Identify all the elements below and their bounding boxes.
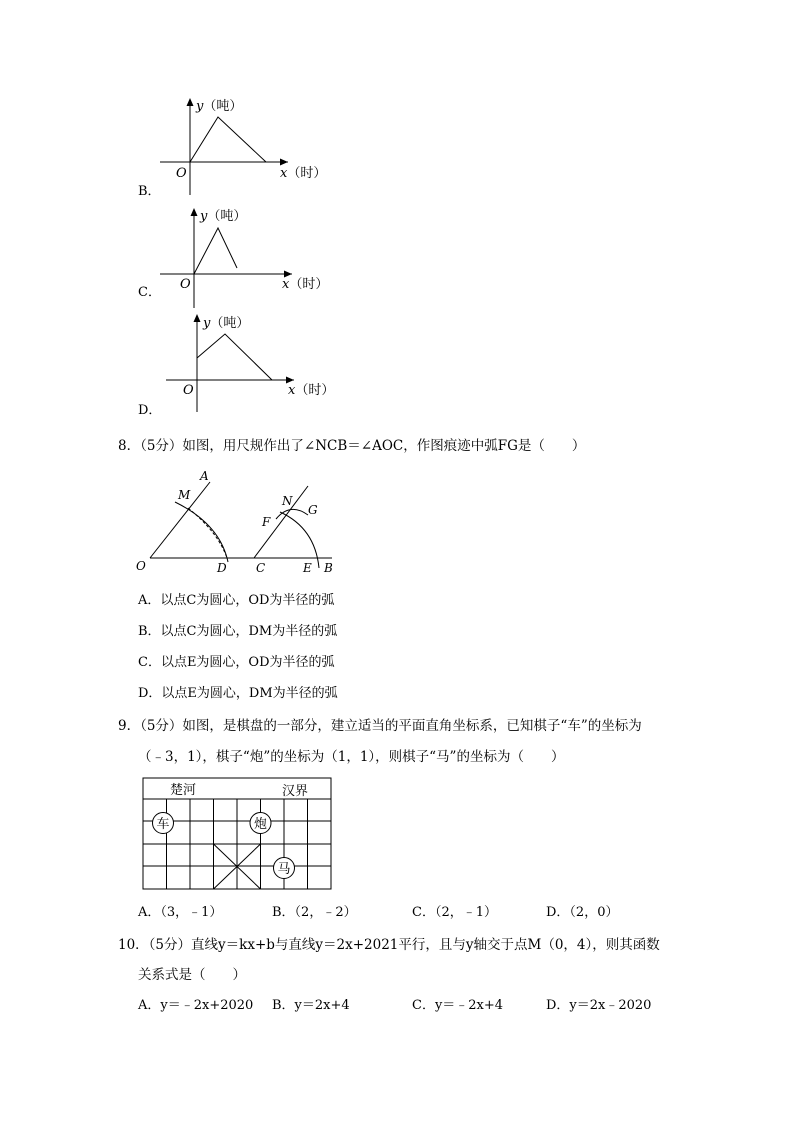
q7-graph-c bbox=[130, 200, 340, 310]
q10-stem-line1: 10．（5分）直线y＝kx+b与直线y＝2x+2021平行，且与y轴交于点M（0，4），则其函数 bbox=[118, 937, 660, 953]
svg-text:x（时）: x（时） bbox=[288, 383, 335, 398]
q7-option-c-label[interactable]: C． bbox=[138, 285, 161, 300]
q7d-origin: O bbox=[183, 383, 194, 398]
q7c-origin: O bbox=[180, 277, 191, 292]
svg-text:y（吨）: y（吨） bbox=[196, 99, 243, 114]
q8-label-g: G bbox=[308, 503, 318, 517]
q7-graph-d bbox=[130, 308, 350, 418]
q10-option-c[interactable]: C．y＝﹣2x+4 bbox=[412, 998, 504, 1013]
q8-figure bbox=[130, 462, 350, 582]
q8-option-c[interactable]: C．以点E为圆心，OD为半径的弧 bbox=[138, 655, 335, 670]
q9-option-b[interactable]: B．（2，﹣2） bbox=[272, 905, 357, 920]
q7b-origin: O bbox=[176, 166, 187, 181]
q9-stem-line1: 9．（5分）如图，是棋盘的一部分，建立适当的平面直角坐标系，已知棋子“车”的坐标为 bbox=[118, 718, 642, 734]
q8-label-m: M bbox=[178, 488, 191, 502]
q7-graph-b bbox=[130, 90, 340, 200]
q8-option-b[interactable]: B．以点C为圆心，DM为半径的弧 bbox=[138, 624, 338, 639]
q9-piece-che: 车 bbox=[156, 817, 170, 832]
q9-piece-pao: 炮 bbox=[253, 817, 268, 832]
q7b-y-axis-rest: （吨） bbox=[203, 99, 243, 114]
q8-label-e: E bbox=[303, 561, 312, 575]
q9-river-right: 汉界 bbox=[282, 784, 309, 799]
q10-option-b[interactable]: B．y＝2x+4 bbox=[272, 998, 350, 1013]
q8-option-d[interactable]: D．以点E为圆心，DM为半径的弧 bbox=[138, 686, 338, 701]
q9-piece-ma: 马 bbox=[277, 862, 291, 877]
q7-option-b-label[interactable]: B． bbox=[138, 184, 161, 199]
q9-option-a[interactable]: A．（3，﹣1） bbox=[138, 905, 223, 920]
svg-text:y（吨）: y（吨） bbox=[200, 209, 247, 224]
q8-label-d: D bbox=[217, 561, 227, 575]
q10-stem-line2: 关系式是（ ） bbox=[138, 967, 246, 983]
q8-label-c: C bbox=[256, 561, 266, 575]
q9-chessboard bbox=[140, 776, 336, 892]
q9-stem-line2: （﹣3，1），棋子“炮”的坐标为（1，1），则棋子“马”的坐标为（ ） bbox=[138, 749, 565, 765]
q8-label-b: B bbox=[324, 561, 333, 575]
q10-option-d[interactable]: D．y＝2x﹣2020 bbox=[546, 998, 652, 1013]
q7-option-d-label[interactable]: D． bbox=[138, 403, 162, 418]
q8-label-o: O bbox=[136, 559, 146, 573]
q8-label-n: N bbox=[282, 494, 293, 508]
q9-option-d[interactable]: D．（2，0） bbox=[546, 905, 619, 920]
q8-label-f: F bbox=[262, 515, 271, 529]
q10-option-a[interactable]: A．y＝﹣2x+2020 bbox=[138, 998, 254, 1013]
svg-text:y（吨）: y（吨） bbox=[203, 316, 250, 331]
q8-stem: 8．（5分）如图，用尺规作出了∠NCB＝∠AOC，作图痕迹中弧FG是（ ） bbox=[118, 438, 586, 454]
svg-text:x（时）: x（时） bbox=[280, 166, 327, 181]
q9-river-left: 楚河 bbox=[170, 783, 197, 798]
q8-label-a: A bbox=[200, 469, 209, 483]
q9-option-c[interactable]: C．（2，﹣1） bbox=[412, 905, 497, 920]
svg-text:x（时）: x（时） bbox=[282, 277, 329, 292]
q8-option-a[interactable]: A．以点C为圆心，OD为半径的弧 bbox=[138, 593, 335, 608]
